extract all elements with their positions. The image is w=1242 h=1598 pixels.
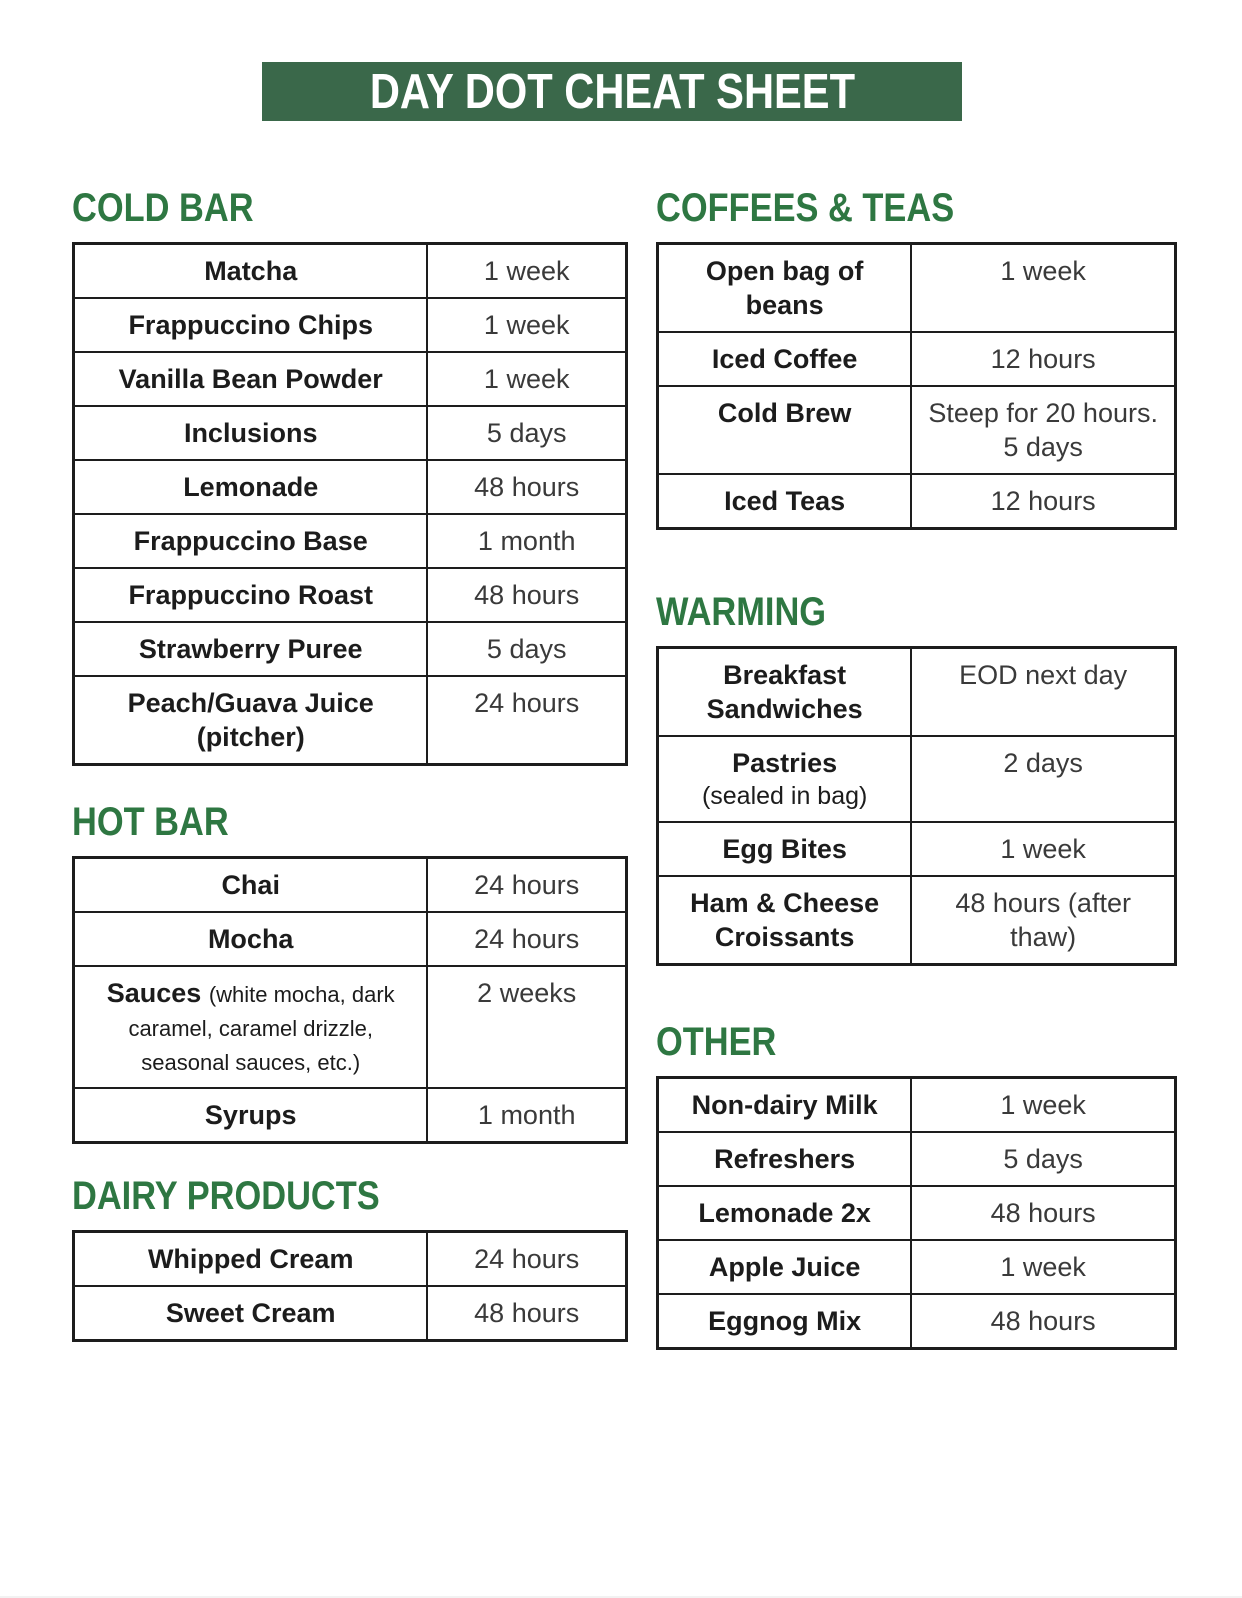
item-value-cell: 1 week bbox=[911, 1240, 1175, 1294]
table-row bbox=[658, 332, 1176, 386]
table-row bbox=[74, 676, 627, 765]
item-name: Pastries bbox=[732, 748, 838, 778]
section-heading: COFFEES & TEAS bbox=[656, 186, 955, 230]
item-value-cell: 48 hours (after thaw) bbox=[911, 876, 1175, 965]
table-row bbox=[658, 386, 1176, 474]
table-row bbox=[658, 1240, 1176, 1294]
item-name: Vanilla Bean Powder bbox=[118, 364, 383, 394]
table-row bbox=[74, 460, 627, 514]
item-name: Egg Bites bbox=[722, 834, 847, 864]
item-name-cell bbox=[74, 622, 428, 676]
table-row bbox=[74, 406, 627, 460]
item-value-cell: 5 days bbox=[427, 406, 626, 460]
item-name: Mocha bbox=[207, 924, 294, 954]
item-name-cell bbox=[658, 1132, 912, 1186]
item-value-cell: 48 hours bbox=[427, 568, 626, 622]
table-row bbox=[74, 1286, 627, 1341]
item-name: Whipped Cream bbox=[147, 1244, 354, 1274]
item-value-cell: 48 hours bbox=[911, 1186, 1175, 1240]
item-note: (sealed in bag) bbox=[701, 782, 868, 810]
item-name-cell bbox=[74, 676, 428, 765]
item-note: (white mocha, dark caramel, caramel drizzle, seasonal sauces, etc.) bbox=[128, 982, 395, 1075]
item-name-cell bbox=[74, 406, 428, 460]
table-row bbox=[74, 568, 627, 622]
item-value-cell: 48 hours bbox=[427, 1286, 626, 1341]
item-name: Syrups bbox=[204, 1100, 297, 1130]
item-name: Eggnog Mix bbox=[708, 1306, 862, 1336]
item-value-cell: 24 hours bbox=[427, 912, 626, 966]
table-row bbox=[658, 876, 1176, 965]
item-value-cell: 2 weeks bbox=[427, 966, 626, 1088]
item-name: Non-dairy Milk bbox=[691, 1090, 878, 1120]
item-name: Frappuccino Chips bbox=[128, 310, 373, 340]
table-row bbox=[658, 736, 1176, 822]
item-name-cell bbox=[658, 876, 912, 965]
item-name-cell bbox=[658, 1078, 912, 1133]
item-name: Open bag of beans bbox=[705, 256, 864, 320]
item-name-cell bbox=[74, 966, 428, 1088]
item-value-cell: 24 hours bbox=[427, 676, 626, 765]
item-name-cell bbox=[658, 244, 912, 333]
item-name: Breakfast Sandwiches bbox=[706, 660, 863, 724]
item-value-cell: 24 hours bbox=[427, 858, 626, 913]
item-name-cell bbox=[658, 648, 912, 737]
table-row bbox=[74, 352, 627, 406]
section-table bbox=[72, 242, 628, 766]
item-name: Chai bbox=[221, 870, 280, 900]
section-hot-bar bbox=[72, 800, 628, 1144]
item-value-cell: EOD next day bbox=[911, 648, 1175, 737]
section-cold-bar bbox=[72, 186, 628, 766]
table-row bbox=[658, 648, 1176, 737]
item-value-cell: 1 week bbox=[911, 822, 1175, 876]
section-heading: HOT BAR bbox=[72, 800, 229, 844]
item-value-cell: 1 week bbox=[911, 1078, 1175, 1133]
section-table bbox=[656, 1076, 1177, 1350]
item-name: Sauces bbox=[106, 978, 202, 1008]
section-dairy-products bbox=[72, 1174, 628, 1342]
item-name-cell bbox=[658, 1186, 912, 1240]
item-name: Iced Teas bbox=[724, 486, 846, 516]
table-row bbox=[658, 474, 1176, 529]
item-name: Iced Coffee bbox=[711, 344, 858, 374]
item-name-cell bbox=[658, 822, 912, 876]
section-warming bbox=[656, 590, 1177, 966]
table-row bbox=[74, 622, 627, 676]
table-row bbox=[658, 1186, 1176, 1240]
item-value-cell: Steep for 20 hours. 5 days bbox=[911, 386, 1175, 474]
item-name: Peach/Guava Juice (pitcher) bbox=[127, 688, 374, 752]
table-row bbox=[658, 244, 1176, 333]
item-name: Lemonade 2x bbox=[698, 1198, 871, 1228]
table-row bbox=[74, 1088, 627, 1143]
item-value-cell: 1 month bbox=[427, 514, 626, 568]
section-coffees-teas bbox=[656, 186, 1177, 530]
item-name-cell bbox=[658, 332, 912, 386]
item-name: Frappuccino Roast bbox=[128, 580, 373, 610]
section-table bbox=[656, 242, 1177, 530]
item-name-cell bbox=[74, 298, 428, 352]
item-name-cell bbox=[74, 858, 428, 913]
table-row bbox=[74, 966, 627, 1088]
item-name-cell bbox=[74, 1232, 428, 1287]
item-name: Sweet Cream bbox=[165, 1298, 336, 1328]
item-name: Cold Brew bbox=[717, 398, 852, 428]
item-name-cell bbox=[658, 736, 912, 822]
item-value-cell: 24 hours bbox=[427, 1232, 626, 1287]
item-value-cell: 12 hours bbox=[911, 474, 1175, 529]
item-name: Lemonade bbox=[183, 472, 319, 502]
item-name-cell bbox=[74, 1088, 428, 1143]
item-value-cell: 2 days bbox=[911, 736, 1175, 822]
item-name: Ham & Cheese Croissants bbox=[690, 888, 880, 952]
section-heading: DAIRY PRODUCTS bbox=[72, 1174, 380, 1218]
table-row bbox=[74, 1232, 627, 1287]
item-name: Inclusions bbox=[183, 418, 318, 448]
table-row bbox=[74, 912, 627, 966]
item-name: Refreshers bbox=[714, 1144, 856, 1174]
section-heading: OTHER bbox=[656, 1020, 777, 1064]
item-name-cell bbox=[74, 244, 428, 299]
item-name-cell bbox=[74, 912, 428, 966]
item-value-cell: 48 hours bbox=[911, 1294, 1175, 1349]
title-banner bbox=[262, 62, 962, 121]
section-heading: COLD BAR bbox=[72, 186, 254, 230]
item-name-cell bbox=[658, 386, 912, 474]
item-value-cell: 1 week bbox=[427, 352, 626, 406]
item-name: Matcha bbox=[204, 256, 298, 286]
item-name-cell bbox=[74, 514, 428, 568]
page-title: DAY DOT CHEAT SHEET bbox=[369, 64, 855, 119]
column-left bbox=[72, 186, 628, 1342]
item-value-cell: 1 week bbox=[427, 298, 626, 352]
item-name-cell bbox=[658, 1294, 912, 1349]
table-row bbox=[658, 1132, 1176, 1186]
table-row bbox=[74, 298, 627, 352]
item-name: Apple Juice bbox=[708, 1252, 861, 1282]
item-value-cell: 1 month bbox=[427, 1088, 626, 1143]
item-value-cell: 1 week bbox=[427, 244, 626, 299]
item-name-cell bbox=[74, 352, 428, 406]
section-table bbox=[72, 1230, 628, 1342]
section-heading: WARMING bbox=[656, 590, 827, 634]
item-value-cell: 48 hours bbox=[427, 460, 626, 514]
item-value-cell: 5 days bbox=[427, 622, 626, 676]
item-name: Frappuccino Base bbox=[133, 526, 368, 556]
item-name: Strawberry Puree bbox=[138, 634, 363, 664]
table-row bbox=[74, 858, 627, 913]
table-row bbox=[658, 1078, 1176, 1133]
item-value-cell: 1 week bbox=[911, 244, 1175, 333]
item-name-cell bbox=[658, 474, 912, 529]
section-table bbox=[656, 646, 1177, 966]
item-name-cell bbox=[658, 1240, 912, 1294]
section-other bbox=[656, 1020, 1177, 1350]
item-value-cell: 5 days bbox=[911, 1132, 1175, 1186]
item-value-cell: 12 hours bbox=[911, 332, 1175, 386]
table-row bbox=[74, 514, 627, 568]
section-table bbox=[72, 856, 628, 1144]
item-name-cell bbox=[74, 1286, 428, 1341]
item-name-cell bbox=[74, 460, 428, 514]
table-row bbox=[658, 822, 1176, 876]
table-row bbox=[658, 1294, 1176, 1349]
column-right bbox=[656, 186, 1177, 1350]
item-name-cell bbox=[74, 568, 428, 622]
table-row bbox=[74, 244, 627, 299]
